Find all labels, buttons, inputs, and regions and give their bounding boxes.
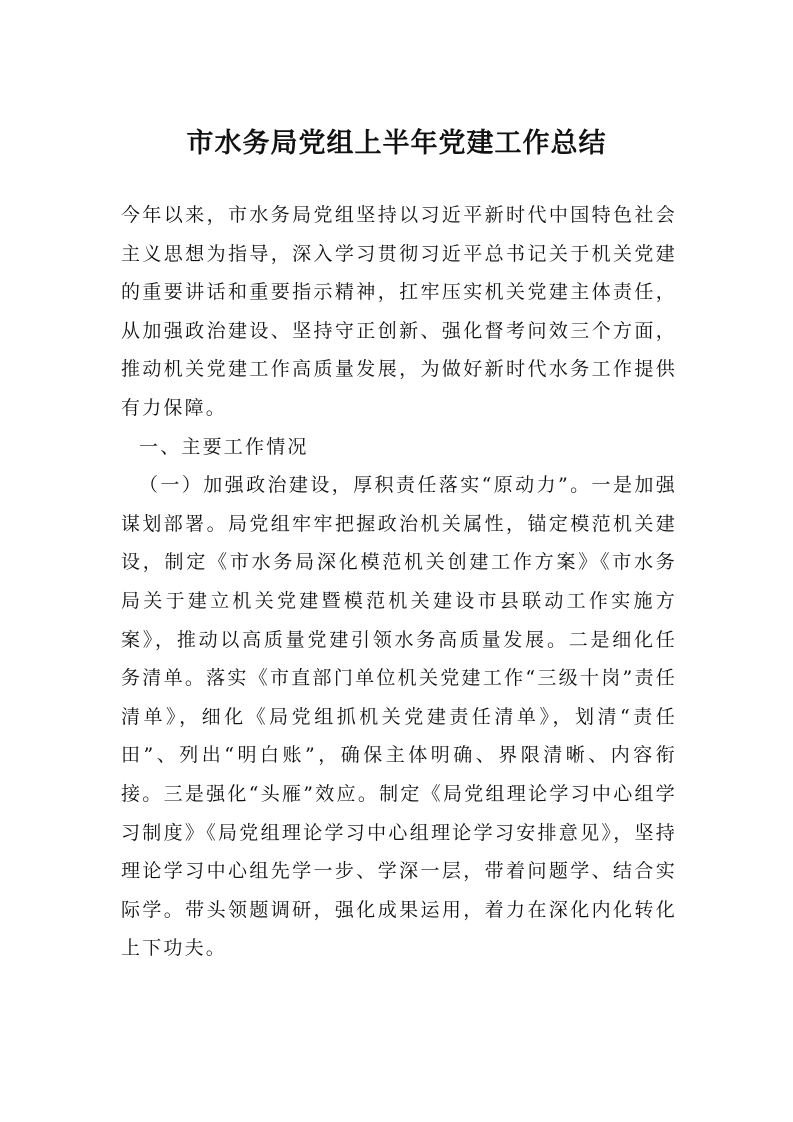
section-paragraph: （一）加强政治建设，厚积责任落实“原动力”。一是加强谋划部署。局党组牢牢把握政治机关属性，锚定模范机关建设，制定《市水务局深化模范机关创建工作方案》《市水务局关于建立机关党建暨模范机关建设市县联动工作实施方案》，推动以高质量党建引领水务高质量发展。二是细化任务清单。落实《市直部门单位机关党建工作“三级十岗”责任清单》，细化《局党组抓机关党建责任清单》，划清“责任田”、列出“明白账”，确保主体明确、界限清晰、内容衔接。三是强化“头雁”效应。制定《局党组理论学习中心组学习制度》《局党组理论学习中心组理论学习安排意见》，坚持理论学习中心组先学一步、学深一层，带着问题学、结合实际学。带头领题调研，强化成果运用，着力在深化内化转化上下功夫。 <box>121 474 677 960</box>
document-title: 市水务局党组上半年党建工作总结 <box>186 128 607 159</box>
document-body <box>121 196 677 968</box>
section-heading: 一、主要工作情况 <box>139 435 309 458</box>
intro-paragraph: 今年以来，市水务局党组坚持以习近平新时代中国特色社会主义思想为指导，深入学习贯彻习近平总书记关于机关党建的重要讲话和重要指示精神，扛牢压实机关党建主体责任，从加强政治建设、坚持守正创新、强化督考问效三个方面，推动机关党建工作高质量发展，为做好新时代水务工作提供有力保障。 <box>121 204 677 419</box>
